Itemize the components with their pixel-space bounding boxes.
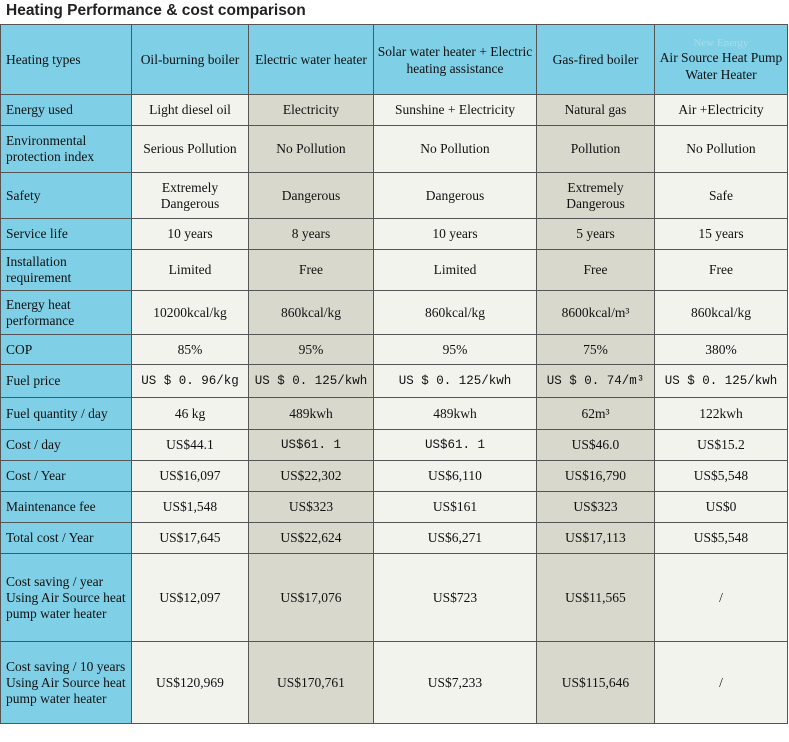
row-label: Fuel quantity / day xyxy=(1,398,132,430)
table-cell: Electricity xyxy=(249,95,374,126)
table-cell: Safe xyxy=(655,173,788,219)
table-cell: US $ 0. 74/m³ xyxy=(537,365,655,398)
table-cell: Pollution xyxy=(537,126,655,173)
table-cell: Free xyxy=(537,250,655,291)
table-cell: US$61. 1 xyxy=(374,430,537,461)
table-cell: US$1,548 xyxy=(132,492,249,523)
table-cell: Limited xyxy=(132,250,249,291)
column-header-electric-heater: Electric water heater xyxy=(249,25,374,95)
table-cell: US$22,302 xyxy=(249,461,374,492)
row-label: Energy used xyxy=(1,95,132,126)
table-cell: US$170,761 xyxy=(249,642,374,724)
table-cell: US $ 0. 125/kwh xyxy=(249,365,374,398)
row-label: Cost / day xyxy=(1,430,132,461)
column-header-gas-boiler: Gas-fired boiler xyxy=(537,25,655,95)
table-cell: No Pollution xyxy=(249,126,374,173)
table-cell: US$6,271 xyxy=(374,523,537,554)
table-cell: 8 years xyxy=(249,219,374,250)
table-cell: 860kcal/kg xyxy=(374,291,537,335)
table-row xyxy=(1,95,788,126)
table-cell: Dangerous xyxy=(374,173,537,219)
table-row xyxy=(1,250,788,291)
table-cell: US$17,645 xyxy=(132,523,249,554)
table-cell: US$6,110 xyxy=(374,461,537,492)
comparison-table xyxy=(0,24,788,724)
table-cell: 489kwh xyxy=(374,398,537,430)
table-cell: No Pollution xyxy=(655,126,788,173)
table-cell: US$723 xyxy=(374,554,537,642)
table-cell: US$115,646 xyxy=(537,642,655,724)
table-cell: 122kwh xyxy=(655,398,788,430)
table-row xyxy=(1,461,788,492)
table-cell: Natural gas xyxy=(537,95,655,126)
table-cell: Sunshine + Electricity xyxy=(374,95,537,126)
table-cell: Serious Pollution xyxy=(132,126,249,173)
table-cell: Air +Electricity xyxy=(655,95,788,126)
row-label: Cost saving / year Using Air Source heat pump water heater xyxy=(1,554,132,642)
row-label: Cost / Year xyxy=(1,461,132,492)
row-label: Maintenance fee xyxy=(1,492,132,523)
table-cell: US$5,548 xyxy=(655,523,788,554)
table-cell: US$46.0 xyxy=(537,430,655,461)
table-cell: US$161 xyxy=(374,492,537,523)
row-label: Installation requirement xyxy=(1,250,132,291)
table-row xyxy=(1,642,788,724)
table-cell: Dangerous xyxy=(249,173,374,219)
table-row xyxy=(1,173,788,219)
heating-types-header: Heating types xyxy=(1,25,132,95)
table-cell: / xyxy=(655,642,788,724)
table-cell: 380% xyxy=(655,335,788,365)
table-cell: US $ 0. 96/kg xyxy=(132,365,249,398)
column-header-heat-pump xyxy=(655,25,788,95)
row-label: Service life xyxy=(1,219,132,250)
table-cell: 10200kcal/kg xyxy=(132,291,249,335)
table-cell: Light diesel oil xyxy=(132,95,249,126)
table-cell: US$16,097 xyxy=(132,461,249,492)
table-cell: Free xyxy=(655,250,788,291)
table-cell: 10 years xyxy=(374,219,537,250)
table-cell: No Pollution xyxy=(374,126,537,173)
table-cell: US$11,565 xyxy=(537,554,655,642)
table-cell: Extremely Dangerous xyxy=(132,173,249,219)
table-row xyxy=(1,365,788,398)
table-cell: US $ 0. 125/kwh xyxy=(655,365,788,398)
table-cell: US$17,076 xyxy=(249,554,374,642)
table-row xyxy=(1,554,788,642)
table-row xyxy=(1,126,788,173)
table-cell: 46 kg xyxy=(132,398,249,430)
column-header-oil-boiler: Oil-burning boiler xyxy=(132,25,249,95)
table-cell: US$323 xyxy=(249,492,374,523)
table-cell: 95% xyxy=(249,335,374,365)
row-label: Energy heat performance xyxy=(1,291,132,335)
header-row xyxy=(1,25,788,95)
table-cell: US$44.1 xyxy=(132,430,249,461)
table-cell: 5 years xyxy=(537,219,655,250)
table-cell: US$15.2 xyxy=(655,430,788,461)
row-label: Safety xyxy=(1,173,132,219)
table-cell: 10 years xyxy=(132,219,249,250)
table-cell: 15 years xyxy=(655,219,788,250)
table-cell: US$5,548 xyxy=(655,461,788,492)
table-cell: 860kcal/kg xyxy=(249,291,374,335)
table-cell: 62m³ xyxy=(537,398,655,430)
row-label: Environmental protection index xyxy=(1,126,132,173)
table-cell: US$120,969 xyxy=(132,642,249,724)
table-cell: 95% xyxy=(374,335,537,365)
table-cell: US$16,790 xyxy=(537,461,655,492)
table-row xyxy=(1,430,788,461)
row-label: Fuel price xyxy=(1,365,132,398)
table-row xyxy=(1,523,788,554)
table-cell: US$0 xyxy=(655,492,788,523)
table-row xyxy=(1,291,788,335)
column-header-solar-heater: Solar water heater + Electric heating assistance xyxy=(374,25,537,95)
heat-pump-label: Air Source Heat Pump Water Heater xyxy=(659,49,783,82)
table-cell: US $ 0. 125/kwh xyxy=(374,365,537,398)
table-cell: / xyxy=(655,554,788,642)
table-cell: US$17,113 xyxy=(537,523,655,554)
table-cell: 860kcal/kg xyxy=(655,291,788,335)
table-cell: US$12,097 xyxy=(132,554,249,642)
table-cell: Free xyxy=(249,250,374,291)
table-cell: 489kwh xyxy=(249,398,374,430)
table-row xyxy=(1,398,788,430)
table-row xyxy=(1,219,788,250)
row-label: Cost saving / 10 years Using Air Source heat pump water heater xyxy=(1,642,132,724)
table-cell: Limited xyxy=(374,250,537,291)
table-row xyxy=(1,335,788,365)
table-cell: 75% xyxy=(537,335,655,365)
table-cell: US$7,233 xyxy=(374,642,537,724)
table-cell: 8600kcal/m³ xyxy=(537,291,655,335)
table-row xyxy=(1,492,788,523)
table-cell: Extremely Dangerous xyxy=(537,173,655,219)
row-label: Total cost / Year xyxy=(1,523,132,554)
new-energy-caption: New Energy xyxy=(693,36,749,49)
table-cell: US$323 xyxy=(537,492,655,523)
row-label: COP xyxy=(1,335,132,365)
table-cell: US$22,624 xyxy=(249,523,374,554)
page-title: Heating Performance & cost comparison xyxy=(6,2,306,19)
table-cell: US$61. 1 xyxy=(249,430,374,461)
table-cell: 85% xyxy=(132,335,249,365)
